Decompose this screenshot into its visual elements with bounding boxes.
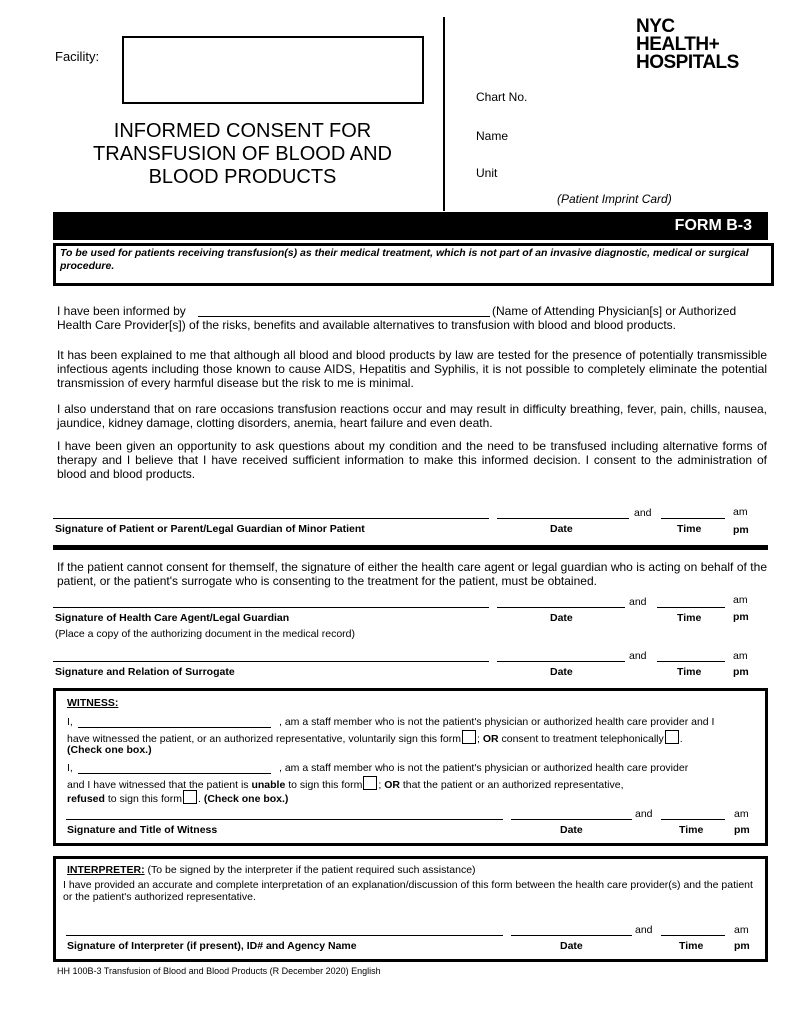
date-label: Date (550, 523, 573, 535)
witness-line2-text: have witnessed the patient, or an authorized representative, voluntarily sign this form (67, 733, 461, 745)
telephonic-consent-checkbox[interactable] (665, 730, 679, 744)
time-label: Time (679, 824, 704, 836)
interpreter-heading-row (67, 864, 476, 876)
witness-statement-1: , am a staff member who is not the patient's physician or authorized health care provider and I (279, 716, 715, 728)
witness-signature-label: Signature and Title of Witness (67, 824, 218, 836)
refused-label: refused (67, 793, 105, 805)
imprint-label: (Patient Imprint Card) (557, 192, 672, 206)
logo-line-1: NYC (636, 16, 675, 37)
date-label: Date (550, 666, 573, 678)
and-label: and (629, 650, 647, 662)
witness-name-field-1[interactable] (78, 727, 271, 728)
date-label: Date (550, 612, 573, 624)
and-label: and (634, 507, 652, 519)
witness-heading: WITNESS: (67, 697, 119, 709)
interpreter-signature-field[interactable] (66, 935, 503, 936)
logo-line-2: HEALTH+ (636, 34, 720, 55)
witness-name-field-2[interactable] (78, 773, 271, 774)
facility-box[interactable] (122, 36, 424, 104)
agent-date-field[interactable] (497, 607, 625, 608)
physician-name-field[interactable] (198, 316, 490, 317)
interpreter-heading: INTERPRETER: (67, 864, 145, 876)
patient-time-field[interactable] (661, 518, 725, 519)
unable-to-sign-checkbox[interactable] (363, 776, 377, 790)
sign-form-text: to sign this form (288, 779, 363, 791)
witness-statement-2: , am a staff member who is not the patient's physician or authorized health care provider (279, 762, 689, 774)
form-footer: HH 100B-3 Transfusion of Blood and Blood Products (R December 2020) English (57, 966, 381, 976)
informed-by-label: I have been informed by (57, 304, 186, 318)
form-banner (53, 212, 768, 240)
interpreter-statement: I have provided an accurate and complete interpretation of an explanation/discussion of this form between the health care provider(s) and the patient or the patient's authorized representative. (63, 879, 753, 903)
witness-i-2: I, (67, 762, 73, 774)
title-line-2: TRANSFUSION OF BLOOD AND (93, 143, 392, 165)
witness-date-field[interactable] (511, 819, 632, 820)
witness-statement-2-line2: and I have witnessed that the patient is unable to sign this form ; OR that the patient or an authorized representative, (67, 776, 767, 791)
check-one-box-2: (Check one box.) (203, 793, 289, 805)
usage-notice: To be used for patients receiving transfusion(s) as their medical treatment, which is not part of an invasive diagnostic, medical or surgical procedure. (53, 243, 774, 286)
patient-signature-label: Signature of Patient or Parent/Legal Guardian of Minor Patient (55, 523, 365, 535)
time-label: Time (679, 940, 704, 952)
agent-document-note: (Place a copy of the authorizing document in the medical record) (55, 628, 355, 640)
pm-label: pm (734, 824, 750, 836)
paragraph-consent: I have been given an opportunity to ask questions about my condition and the need to be transfused including alternative forms of therapy and I believe that I have received sufficient information to make this informed decision. I consent to the administration of blood and blood products. (57, 439, 767, 481)
nyc-health-hospitals-logo (636, 18, 739, 72)
section-divider (53, 545, 768, 550)
witness-signature-field[interactable] (66, 819, 503, 820)
am-label: am (733, 594, 748, 606)
pm-label: pm (733, 524, 749, 536)
and-label: and (629, 596, 647, 608)
interpreter-note: (To be signed by the interpreter if the patient required such assistance) (147, 864, 476, 876)
informed-by-suffix: (Name of Attending Physician[s] or Authorized (492, 304, 737, 318)
informed-by-line2: Health Care Provider[s]) of the risks, benefits and available alternatives to transfusion with blood and blood products. (57, 318, 677, 332)
interpreter-time-field[interactable] (661, 935, 725, 936)
logo-line-3: HOSPITALS (636, 52, 739, 73)
am-label: am (734, 808, 749, 820)
agent-time-field[interactable] (657, 607, 725, 608)
and-label: and (635, 808, 653, 820)
surrogate-time-field[interactable] (657, 661, 725, 662)
date-label: Date (560, 824, 583, 836)
witness-line2b-text: and I have witnessed that the patient is (67, 779, 249, 791)
representative-text: that the patient or an authorized representative, (402, 779, 624, 791)
paragraph-reactions: I also understand that on rare occasions transfusion reactions occur and may result in difficulty breathing, fever, pain, chills, nausea, jaundice, kidney damage, clotting disorders, anemia, heart failure and even death. (57, 402, 767, 430)
telephonic-text: consent to treatment telephonically (501, 733, 664, 745)
or-label: OR (482, 733, 499, 745)
am-label: am (733, 650, 748, 662)
header-divider (443, 17, 445, 211)
title-line-1: INFORMED CONSENT FOR (113, 120, 372, 142)
chart-no-label: Chart No. (476, 90, 528, 104)
pm-label: pm (733, 611, 749, 623)
witness-statement-1-line2: have witnessed the patient, or an authorized representative, voluntarily sign this form ; OR consent to treatment telephonically . (67, 730, 767, 745)
patient-signature-field[interactable] (53, 518, 489, 519)
pm-label: pm (733, 666, 749, 678)
check-one-box-1: (Check one box.) (67, 744, 152, 756)
witness-time-field[interactable] (661, 819, 725, 820)
am-label: am (733, 506, 748, 518)
and-label: and (635, 924, 653, 936)
or-label: OR (384, 779, 400, 791)
agent-signature-field[interactable] (53, 607, 489, 608)
surrogate-signature-label: Signature and Relation of Surrogate (55, 666, 235, 678)
paragraph-testing: It has been explained to me that although all blood and blood products by law are tested for the presence of potentially transmissible infectious agents including those known to cause AIDS, Hepatitis and Syphilis, it is not possible to completely eliminate the potential transmission of every harmful disease but the risk to me is minimal. (57, 348, 767, 390)
refused-to-sign-checkbox[interactable] (183, 790, 197, 804)
surrogate-signature-field[interactable] (53, 661, 489, 662)
am-label: am (734, 924, 749, 936)
voluntary-sign-checkbox[interactable] (462, 730, 476, 744)
form-title (55, 120, 430, 189)
refused-text: to sign this form (107, 793, 182, 805)
surrogate-instructions: If the patient cannot consent for themself, the signature of either the health care agent or legal guardian who is acting on behalf of the patient, or the patient's surrogate who is consenting to the treatment for the patient, must be obtained. (57, 560, 767, 588)
time-label: Time (677, 523, 702, 535)
witness-i-1: I, (67, 716, 73, 728)
time-label: Time (677, 612, 702, 624)
form-number: FORM B-3 (674, 217, 752, 234)
title-line-3: BLOOD PRODUCTS (148, 166, 337, 188)
surrogate-date-field[interactable] (497, 661, 625, 662)
patient-date-field[interactable] (497, 518, 629, 519)
date-label: Date (560, 940, 583, 952)
time-label: Time (677, 666, 702, 678)
unit-label: Unit (476, 166, 498, 180)
name-label: Name (476, 129, 509, 143)
agent-signature-label: Signature of Health Care Agent/Legal Guardian (55, 612, 290, 624)
interpreter-signature-label: Signature of Interpreter (if present), ID# and Agency Name (67, 940, 357, 952)
pm-label: pm (734, 940, 750, 952)
witness-statement-2-line3: refused to sign this form . (Check one box.) (67, 790, 288, 805)
unable-label: unable (251, 779, 286, 791)
facility-label: Facility: (55, 49, 100, 64)
interpreter-date-field[interactable] (511, 935, 632, 936)
